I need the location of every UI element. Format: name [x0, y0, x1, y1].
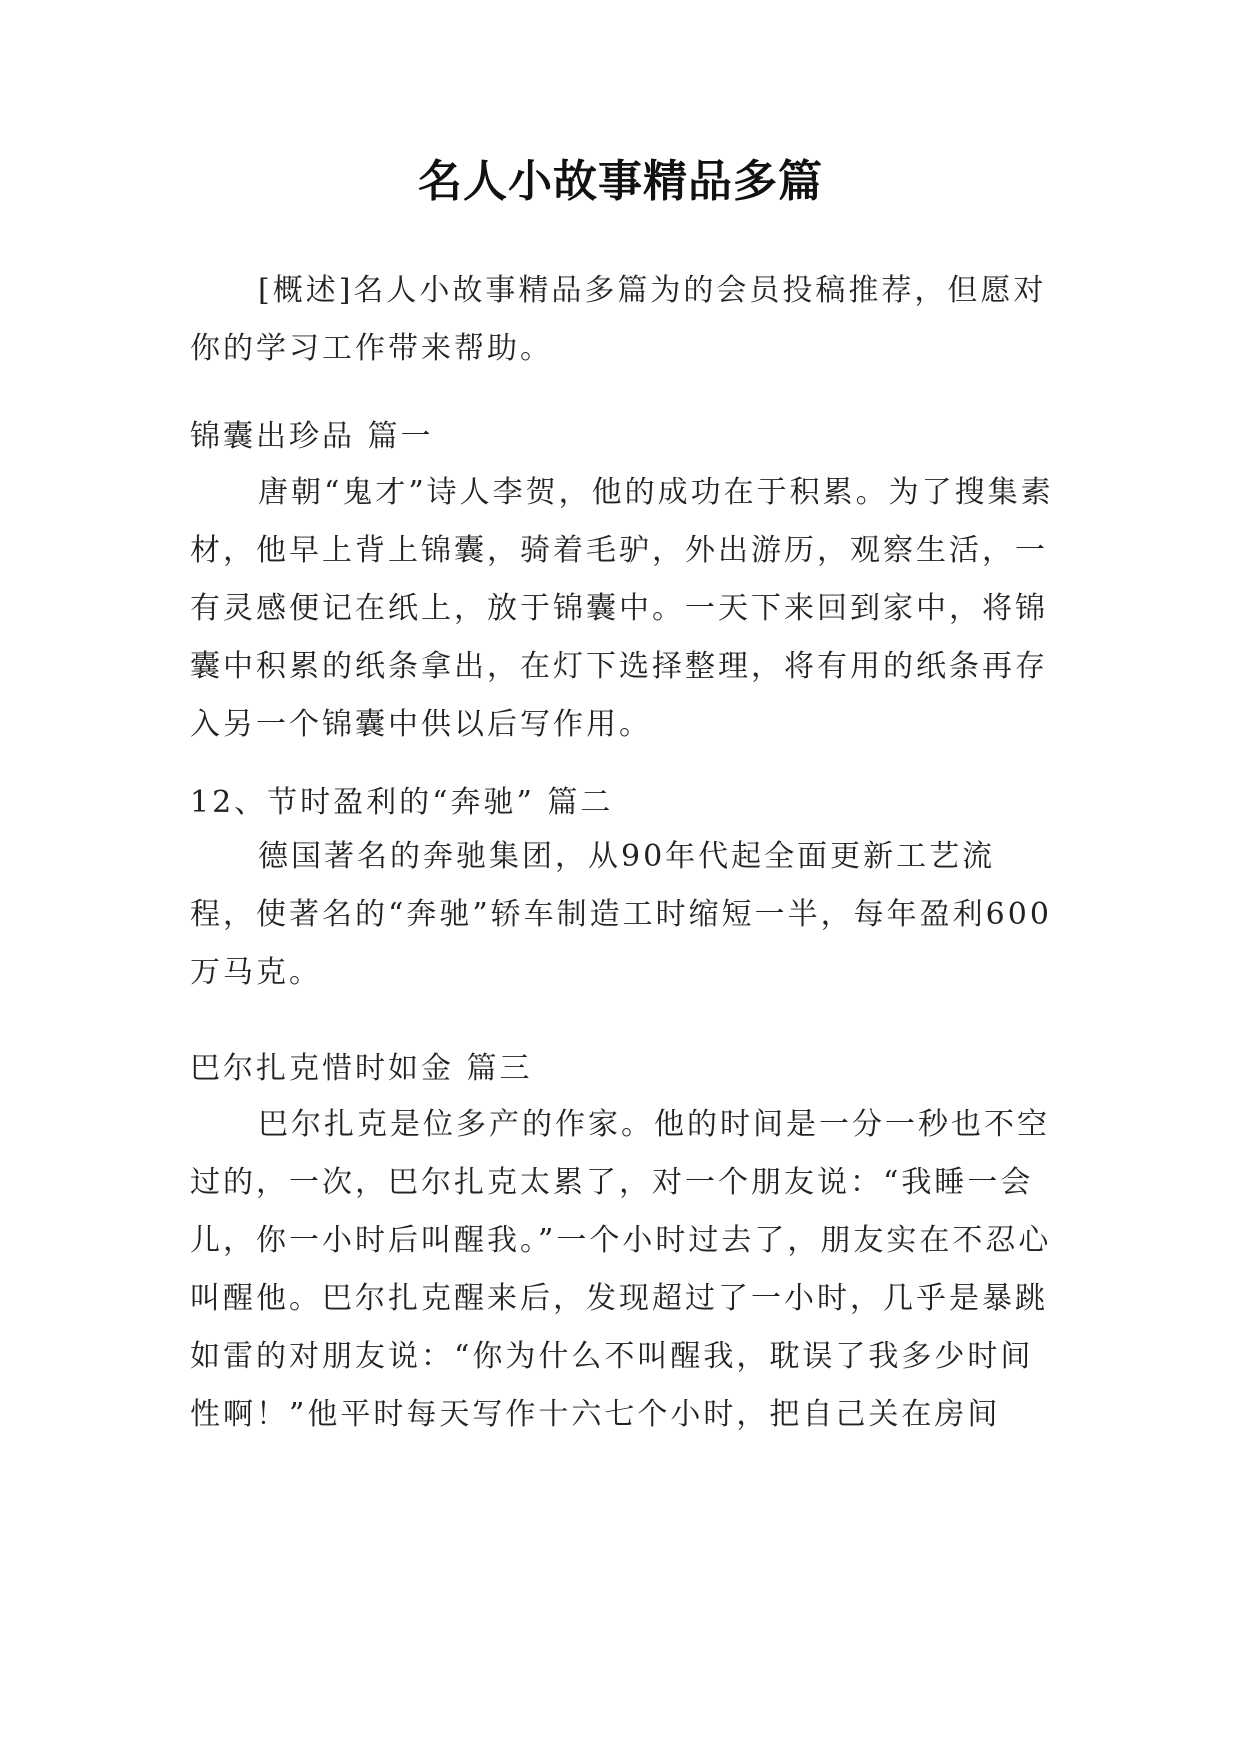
- intro-paragraph: [190, 262, 1060, 378]
- section-heading-2: 12、节时盈利的“奔驰” 篇二: [190, 785, 614, 820]
- section-text-1: 唐朝“鬼才”诗人李贺，他的成功在于积累。为了搜集素材，他早上背上锦囊，骑着毛驴，外出游历，观察生活，一有灵感便记在纸上，放于锦囊中。一天下来回到家中，将锦囊中积累的纸条拿出，在灯下选择整理，将有用的纸条再存入另一个锦囊中供以后写作用。: [190, 475, 1054, 742]
- section-text-3: 巴尔扎克是位多产的作家。他的时间是一分一秒也不空过的，一次，巴尔扎克太累了，对一个朋友说：“我睡一会儿，你一小时后叫醒我。”一个小时过去了，朋友实在不忍心叫醒他。巴尔扎克醒来后，发现超过了一小时，几乎是暴跳如雷的对朋友说：“你为什么不叫醒我，耽误了我多少时间性啊！”他平时每天写作十六七个小时，把自己关在房间: [190, 1107, 1052, 1432]
- section-heading-3: 巴尔扎克惜时如金 篇三: [190, 1051, 533, 1086]
- section-body-2: [190, 828, 1060, 1002]
- section-body-3: [190, 1096, 1060, 1444]
- section-heading-1: 锦囊出珍品 篇一: [190, 419, 434, 454]
- section-text-2: 德国著名的奔驰集团，从90年代起全面更新工艺流程，使著名的“奔驰”轿车制造工时缩短一半，每年盈利600万马克。: [190, 839, 1052, 990]
- document-title: 名人小故事精品多篇: [418, 156, 823, 207]
- section-body-1: [190, 464, 1060, 754]
- intro-text: [概述]名人小故事精品多篇为的会员投稿推荐，但愿对你的学习工作带来帮助。: [190, 273, 1047, 366]
